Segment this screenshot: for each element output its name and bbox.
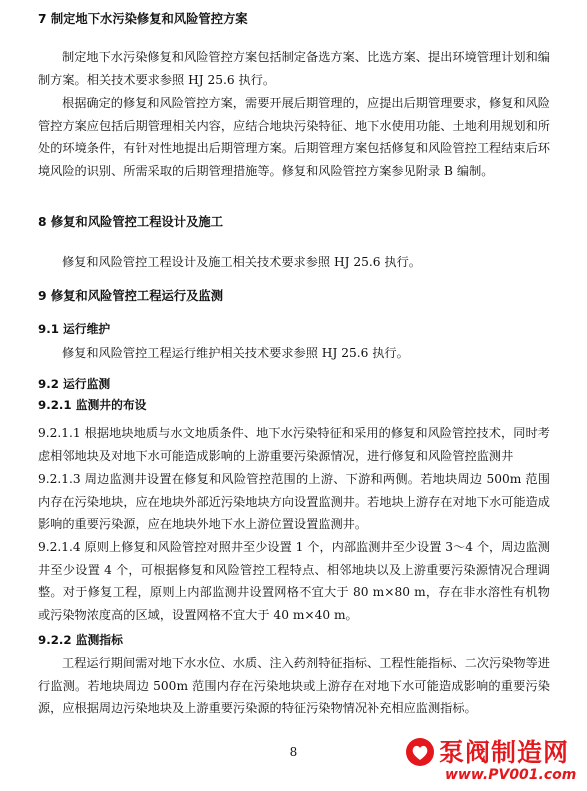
- section-8-heading: 8 修复和风险管控工程设计及施工: [38, 215, 223, 229]
- page-number: 8: [289, 745, 298, 759]
- section-7-heading: 7 制定地下水污染修复和风险管控方案: [38, 12, 248, 26]
- section-9-1-paragraph: 修复和风险管控工程运行维护相关技术要求参照 HJ 25.6 执行。: [62, 346, 409, 360]
- section-7-paragraph-2: 根据确定的修复和风险管控方案，需要开展后期管理的，应提出后期管理要求，修复和风险管控方案应包括后期管理相关内容，应结合地块污染特征、地下水使用功能、土地利用规划和所处的环境条件，有针对性地提出后期管理方案。后期管理方案包括修复和风险管控工程结束后环境风险的识别、所需采取的后期管理措施等。修复和风险管控方案参见附录 B 编制。: [38, 96, 550, 178]
- clause-9-2-1-3: 9.2.1.3 周边监测井设置在修复和风险管控范围的上游、下游和两侧。若地块周边 500m 范围内存在污染地块，应在地块外部近污染地块方向设置监测井。若地块上游存在对地下水可能造成影响的重要污染源，应在地块外地下水上游位置设置监测井。: [38, 472, 550, 532]
- section-9-2-2-paragraph: 工程运行期间需对地下水水位、水质、注入药剂特征指标、工程性能指标、二次污染物等进行监测。若地块周边 500m 范围内存在污染地块或上游存在对地下水可能造成影响的重要污染源，应根据周边污染地块及上游重要污染源的特征污染物情况补充相应监测指标。: [38, 656, 550, 716]
- clause-9-2-1-1: 9.2.1.1 根据地块地质与水文地质条件、地下水污染特征和采用的修复和风险管控技术，同时考虑相邻地块及对地下水可能造成影响的上游重要污染源情况，进行修复和风险管控监测井: [38, 426, 550, 463]
- section-9-2-1-heading: 9.2.1 监测井的布设: [38, 398, 147, 412]
- section-9-heading: 9 修复和风险管控工程运行及监测: [38, 289, 223, 303]
- section-9-2-heading: 9.2 运行监测: [38, 377, 111, 391]
- section-7-paragraph-1: 制定地下水污染修复和风险管控方案包括制定备选方案、比选方案、提出环境管理计划和编制方案。相关技术要求参照 HJ 25.6 执行。: [38, 50, 550, 87]
- watermark-logo: [405, 731, 583, 789]
- section-9-1-heading: 9.1 运行维护: [38, 322, 111, 336]
- watermark-title: 泵阀制造网: [439, 738, 570, 767]
- section-8-paragraph-1: 修复和风险管控工程设计及施工相关技术要求参照 HJ 25.6 执行。: [62, 255, 421, 269]
- section-9-2-2-heading: 9.2.2 监测指标: [38, 633, 123, 647]
- watermark-url: www.PV001.com: [445, 767, 577, 783]
- clause-9-2-1-4: 9.2.1.4 原则上修复和风险管控对照井至少设置 1 个，内部监测井至少设置 3～4 个，周边监测井至少设置 4 个，可根据修复和风险管控工程特点、相邻地块以及上游重要污染源情况合理调整。对于修复工程，原则上内部监测井设置网格不宜大于 80 m×80 m，存在非水溶性有机物或污染物浓度高的区域，设置网格不宜大于 40 m×40 m。: [38, 540, 550, 622]
- red-heart-logo-icon: [405, 737, 435, 767]
